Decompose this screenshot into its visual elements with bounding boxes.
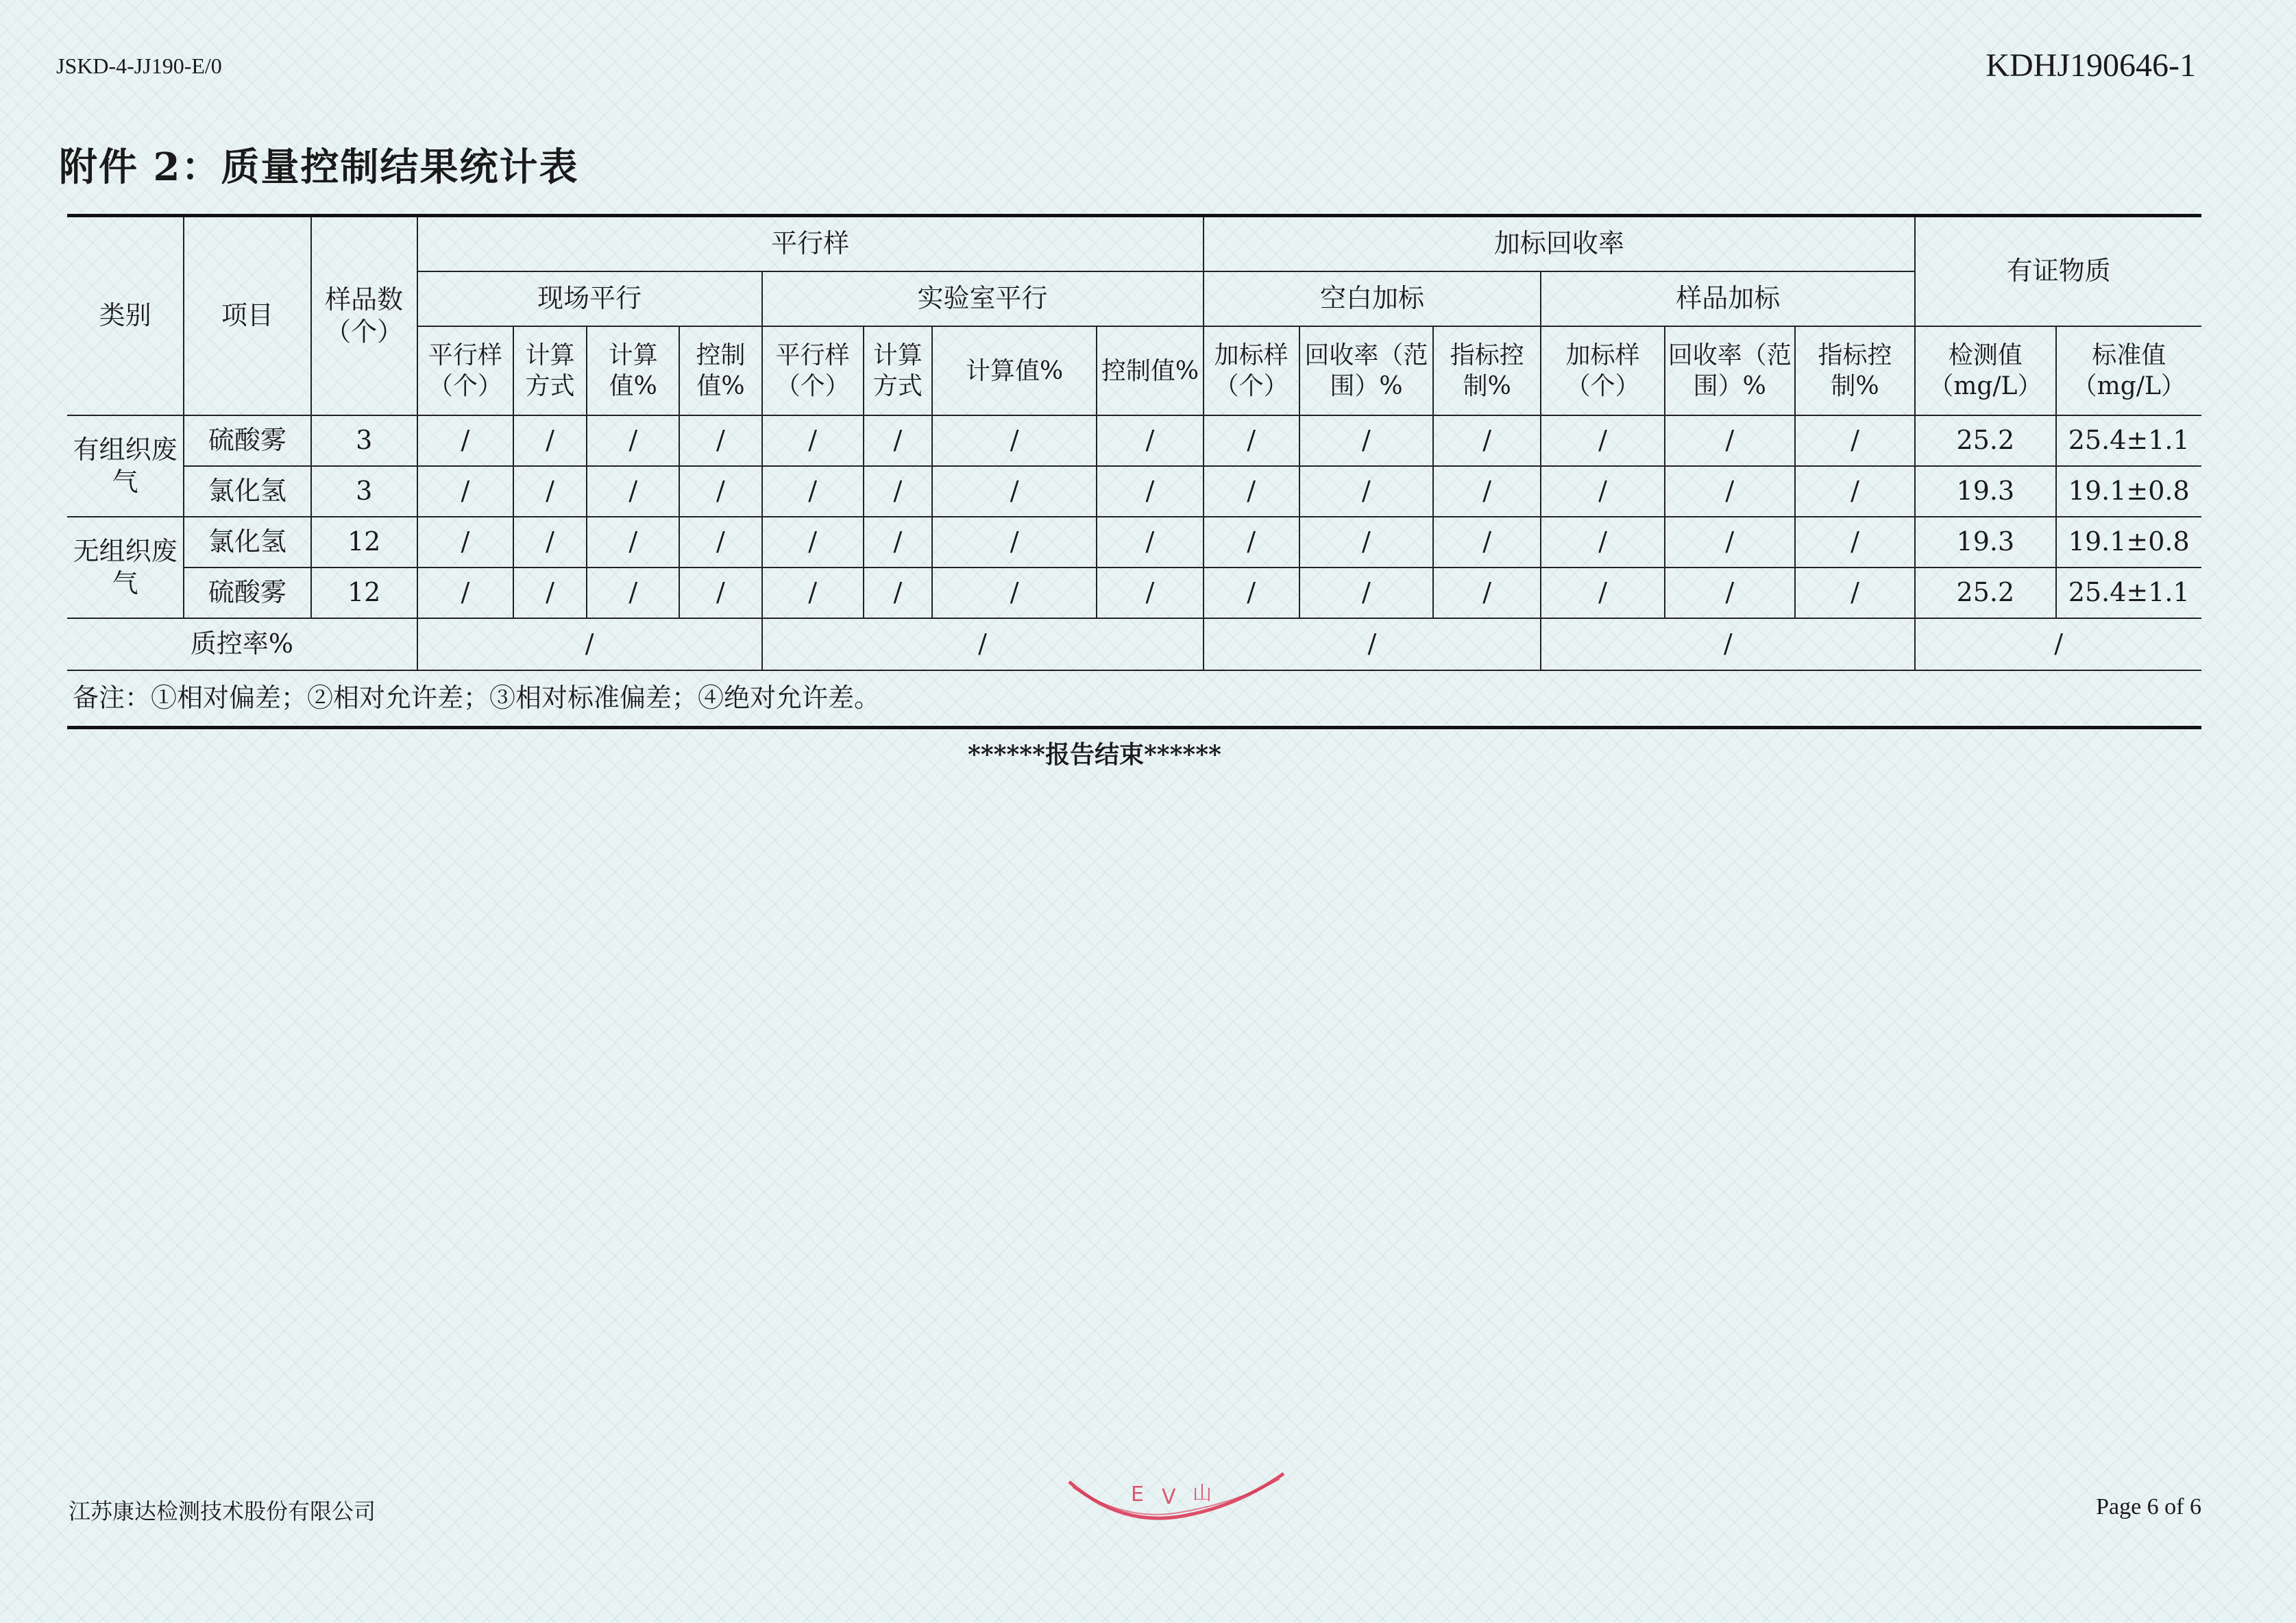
table-row bbox=[67, 415, 2201, 466]
not-applicable-cell: / bbox=[417, 568, 513, 618]
not-applicable-cell: / bbox=[513, 415, 587, 466]
sub-header: 回收率（范围）% bbox=[1299, 326, 1433, 415]
not-applicable-cell: / bbox=[679, 517, 761, 568]
report-end-marker: ******报告结束****** bbox=[968, 740, 1221, 769]
not-applicable-cell: / bbox=[1541, 415, 1664, 466]
measured-value-cell: 19.3 bbox=[1915, 517, 2055, 568]
not-applicable-cell: / bbox=[864, 466, 932, 517]
not-applicable-cell: / bbox=[587, 568, 679, 618]
table-body bbox=[67, 415, 2201, 618]
not-applicable-cell: / bbox=[1204, 415, 1299, 466]
sample-count-cell: 3 bbox=[311, 415, 417, 466]
not-applicable-cell: / bbox=[1097, 517, 1203, 568]
sub-header: 计算值% bbox=[587, 326, 679, 415]
not-applicable-cell: / bbox=[1433, 415, 1541, 466]
sub-header: 标准值（mg/L） bbox=[2056, 326, 2202, 415]
not-applicable-cell: / bbox=[932, 466, 1097, 517]
not-applicable-cell: / bbox=[1299, 415, 1433, 466]
table-row bbox=[67, 517, 2201, 568]
header-blank-spike: 空白加标 bbox=[1204, 271, 1541, 326]
svg-text:山: 山 bbox=[1193, 1482, 1212, 1504]
header-field-parallel: 现场平行 bbox=[417, 271, 762, 326]
standard-value-cell: 25.4±1.1 bbox=[2056, 568, 2202, 618]
not-applicable-cell: / bbox=[1665, 466, 1795, 517]
table-row bbox=[67, 466, 2201, 517]
not-applicable-cell: / bbox=[762, 517, 864, 568]
not-applicable-cell: / bbox=[932, 568, 1097, 618]
sub-header: 计算方式 bbox=[864, 326, 932, 415]
header-sample-spike: 样品加标 bbox=[1541, 271, 1915, 326]
not-applicable-cell: / bbox=[932, 415, 1097, 466]
not-applicable-cell: / bbox=[1204, 568, 1299, 618]
table-row bbox=[67, 568, 2201, 618]
not-applicable-cell: / bbox=[1097, 466, 1203, 517]
header-sample-count: 样品数（个） bbox=[311, 216, 417, 416]
not-applicable-cell: / bbox=[513, 517, 587, 568]
not-applicable-cell: / bbox=[762, 466, 864, 517]
category-cell: 无组织废气 bbox=[67, 517, 184, 618]
not-applicable-cell: / bbox=[1299, 568, 1433, 618]
item-cell: 氯化氢 bbox=[184, 466, 310, 517]
sub-header: 加标样（个） bbox=[1541, 326, 1664, 415]
sub-header: 检测值（mg/L） bbox=[1915, 326, 2055, 415]
sample-count-cell: 12 bbox=[311, 568, 417, 618]
not-applicable-cell: / bbox=[417, 415, 513, 466]
not-applicable-cell: / bbox=[1097, 568, 1203, 618]
sub-header: 平行样（个） bbox=[762, 326, 864, 415]
not-applicable-cell: / bbox=[1299, 517, 1433, 568]
not-applicable-cell: / bbox=[932, 517, 1097, 568]
not-applicable-cell: / bbox=[1541, 568, 1664, 618]
header-parallel: 平行样 bbox=[417, 216, 1204, 272]
table-note: 备注：①相对偏差；②相对允许差；③相对标准偏差；④绝对允许差。 bbox=[67, 670, 2201, 728]
company-name: 江苏康达检测技术股份有限公司 bbox=[69, 1498, 376, 1524]
qc-rate-label: 质控率% bbox=[67, 618, 417, 670]
standard-value-cell: 25.4±1.1 bbox=[2056, 415, 2202, 466]
sub-header: 加标样（个） bbox=[1204, 326, 1299, 415]
standard-value-cell: 19.1±0.8 bbox=[2056, 466, 2202, 517]
sub-header: 控制值% bbox=[679, 326, 761, 415]
not-applicable-cell: / bbox=[1299, 466, 1433, 517]
standard-value-cell: 19.1±0.8 bbox=[2056, 517, 2202, 568]
not-applicable-cell: / bbox=[762, 415, 864, 466]
sub-header: 指标控制% bbox=[1433, 326, 1541, 415]
not-applicable-cell: / bbox=[513, 466, 587, 517]
not-applicable-cell: / bbox=[513, 568, 587, 618]
qc-rate-lab-parallel: / bbox=[762, 618, 1204, 670]
not-applicable-cell: / bbox=[417, 466, 513, 517]
sub-header: 计算值% bbox=[932, 326, 1097, 415]
sub-header: 回收率（范围）% bbox=[1665, 326, 1795, 415]
page-number: Page 6 of 6 bbox=[2096, 1494, 2201, 1520]
header-certified-material: 有证物质 bbox=[1915, 216, 2201, 327]
not-applicable-cell: / bbox=[1795, 517, 1915, 568]
qc-rate-blank-spike: / bbox=[1204, 618, 1541, 670]
header-category: 类别 bbox=[67, 216, 184, 416]
measured-value-cell: 19.3 bbox=[1915, 466, 2055, 517]
header-item: 项目 bbox=[184, 216, 310, 416]
header-lab-parallel: 实验室平行 bbox=[762, 271, 1204, 326]
not-applicable-cell: / bbox=[1665, 517, 1795, 568]
not-applicable-cell: / bbox=[864, 568, 932, 618]
sample-count-cell: 12 bbox=[311, 517, 417, 568]
not-applicable-cell: / bbox=[1204, 517, 1299, 568]
report-number: KDHJ190646-1 bbox=[1986, 47, 2196, 84]
header-spike-recovery: 加标回收率 bbox=[1204, 216, 1916, 272]
not-applicable-cell: / bbox=[1433, 466, 1541, 517]
page-title: 附件 2：质量控制结果统计表 bbox=[59, 145, 579, 190]
svg-text:V: V bbox=[1162, 1485, 1176, 1509]
item-cell: 硫酸雾 bbox=[184, 568, 310, 618]
qc-rate-row bbox=[67, 618, 2201, 670]
svg-text:E: E bbox=[1131, 1482, 1144, 1506]
not-applicable-cell: / bbox=[1541, 466, 1664, 517]
not-applicable-cell: / bbox=[679, 415, 761, 466]
not-applicable-cell: / bbox=[1795, 466, 1915, 517]
item-cell: 氯化氢 bbox=[184, 517, 310, 568]
sub-header: 计算方式 bbox=[513, 326, 587, 415]
form-code: JSKD-4-JJ190-E/0 bbox=[56, 53, 222, 78]
not-applicable-cell: / bbox=[417, 517, 513, 568]
measured-value-cell: 25.2 bbox=[1915, 568, 2055, 618]
not-applicable-cell: / bbox=[587, 415, 679, 466]
not-applicable-cell: / bbox=[587, 466, 679, 517]
not-applicable-cell: / bbox=[1795, 415, 1915, 466]
not-applicable-cell: / bbox=[1433, 517, 1541, 568]
qc-rate-crm: / bbox=[1915, 618, 2201, 670]
not-applicable-cell: / bbox=[762, 568, 864, 618]
not-applicable-cell: / bbox=[587, 517, 679, 568]
not-applicable-cell: / bbox=[1204, 466, 1299, 517]
not-applicable-cell: / bbox=[1665, 415, 1795, 466]
not-applicable-cell: / bbox=[679, 466, 761, 517]
sub-header: 平行样（个） bbox=[417, 326, 513, 415]
not-applicable-cell: / bbox=[1433, 568, 1541, 618]
not-applicable-cell: / bbox=[1665, 568, 1795, 618]
qc-rate-field-parallel: / bbox=[417, 618, 762, 670]
not-applicable-cell: / bbox=[1541, 517, 1664, 568]
sample-count-cell: 3 bbox=[311, 466, 417, 517]
sub-header: 指标控制% bbox=[1795, 326, 1915, 415]
not-applicable-cell: / bbox=[1795, 568, 1915, 618]
quality-control-table bbox=[67, 214, 2201, 729]
measured-value-cell: 25.2 bbox=[1915, 415, 2055, 466]
item-cell: 硫酸雾 bbox=[184, 415, 310, 466]
qc-rate-sample-spike: / bbox=[1541, 618, 1915, 670]
seal-stamp-fragment bbox=[1066, 1467, 1292, 1528]
not-applicable-cell: / bbox=[679, 568, 761, 618]
sub-header: 控制值% bbox=[1097, 326, 1203, 415]
not-applicable-cell: / bbox=[864, 415, 932, 466]
not-applicable-cell: / bbox=[864, 517, 932, 568]
category-cell: 有组织废气 bbox=[67, 415, 184, 517]
not-applicable-cell: / bbox=[1097, 415, 1203, 466]
